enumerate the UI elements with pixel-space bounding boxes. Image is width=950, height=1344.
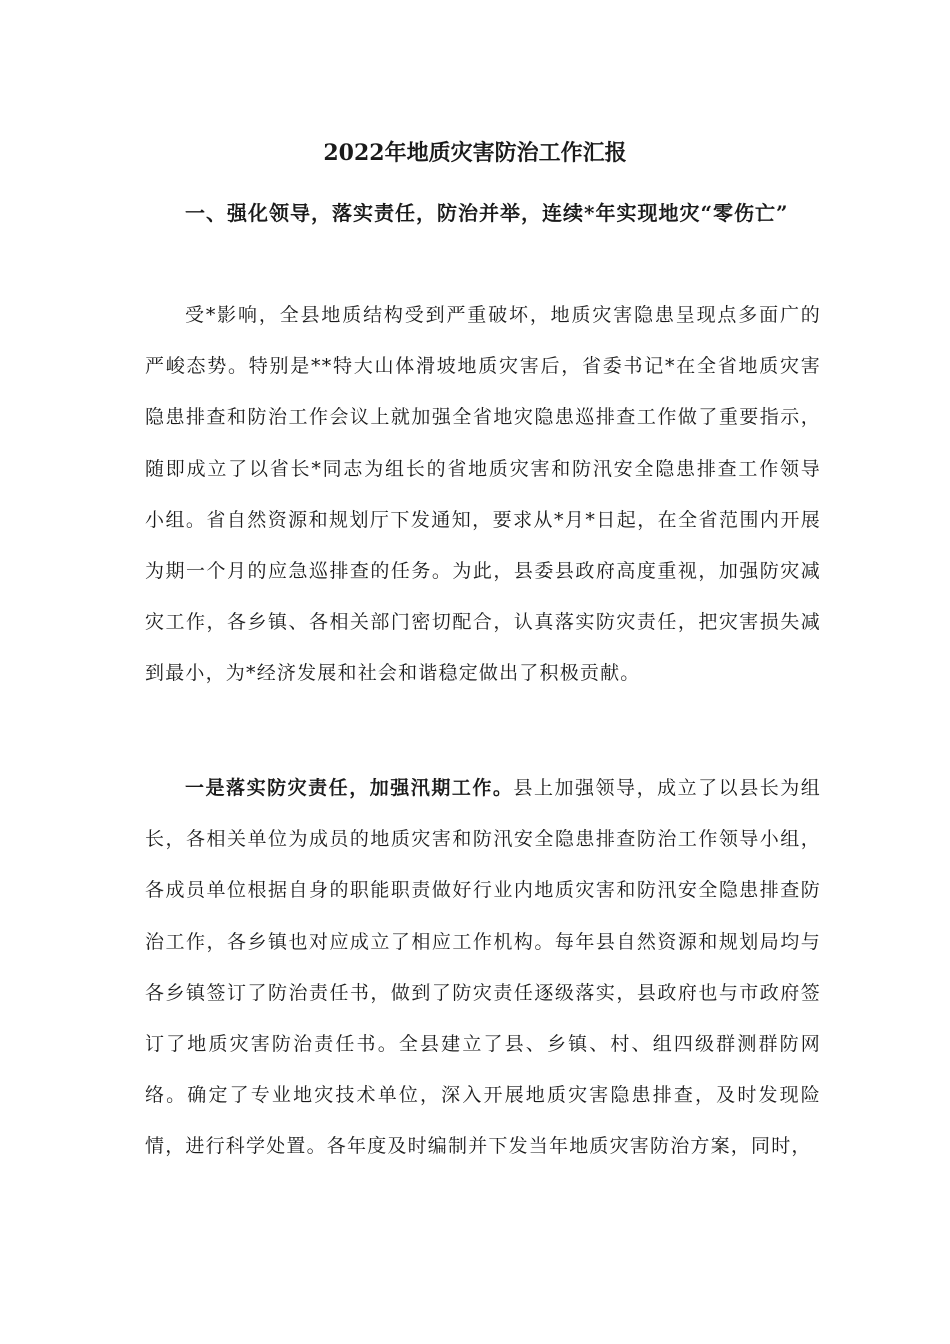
body-paragraph-1: [145, 290, 821, 700]
section-heading: 一、强化领导，落实责任，防治并举，连续*年实现地灾“零伤亡”: [185, 201, 789, 225]
paragraph-2-text: 县上加强领导，成立了以县长为组长，各相关单位为成员的地质灾害和防汛安全隐患排查防治工作领导小组，各成员单位根据自身的职能职责做好行业内地质灾害和防汛安全隐患排查防治工作，各乡镇也对应成立了相应工作机构。每年县自然资源和规划局均与各乡镇签订了防治责任书，做到了防灾责任逐级落实，县政府也与市政府签订了地质灾害防治责任书。全县建立了县、乡镇、村、组四级群测群防网络。确定了专业地灾技术单位，深入开展地质灾害隐患排查，及时发现险情，进行科学处置。各年度及时编制并下发当年地质灾害防治方案，同时，: [145, 777, 821, 1158]
body-paragraph-2: [145, 763, 821, 1173]
paragraph-2-lead: 一是落实防灾责任，加强汛期工作。: [185, 777, 514, 799]
document-title: 2022年地质灾害防治工作汇报: [323, 140, 627, 166]
paragraph-1-text: 受*影响，全县地质结构受到严重破坏，地质灾害隐患呈现点多面广的严峻态势。特别是**特大山体滑坡地质灾害后，省委书记*在全省地质灾害隐患排查和防治工作会议上就加强全省地灾隐患巡排查工作做了重要指示，随即成立了以省长*同志为组长的省地质灾害和防汛安全隐患排查工作领导小组。省自然资源和规划厅下发通知，要求从*月*日起，在全省范围内开展为期一个月的应急巡排查的任务。为此，县委县政府高度重视，加强防灾减灾工作，各乡镇、各相关部门密切配合，认真落实防灾责任，把灾害损失减到最小，为*经济发展和社会和谐稳定做出了积极贡献。: [145, 304, 821, 685]
